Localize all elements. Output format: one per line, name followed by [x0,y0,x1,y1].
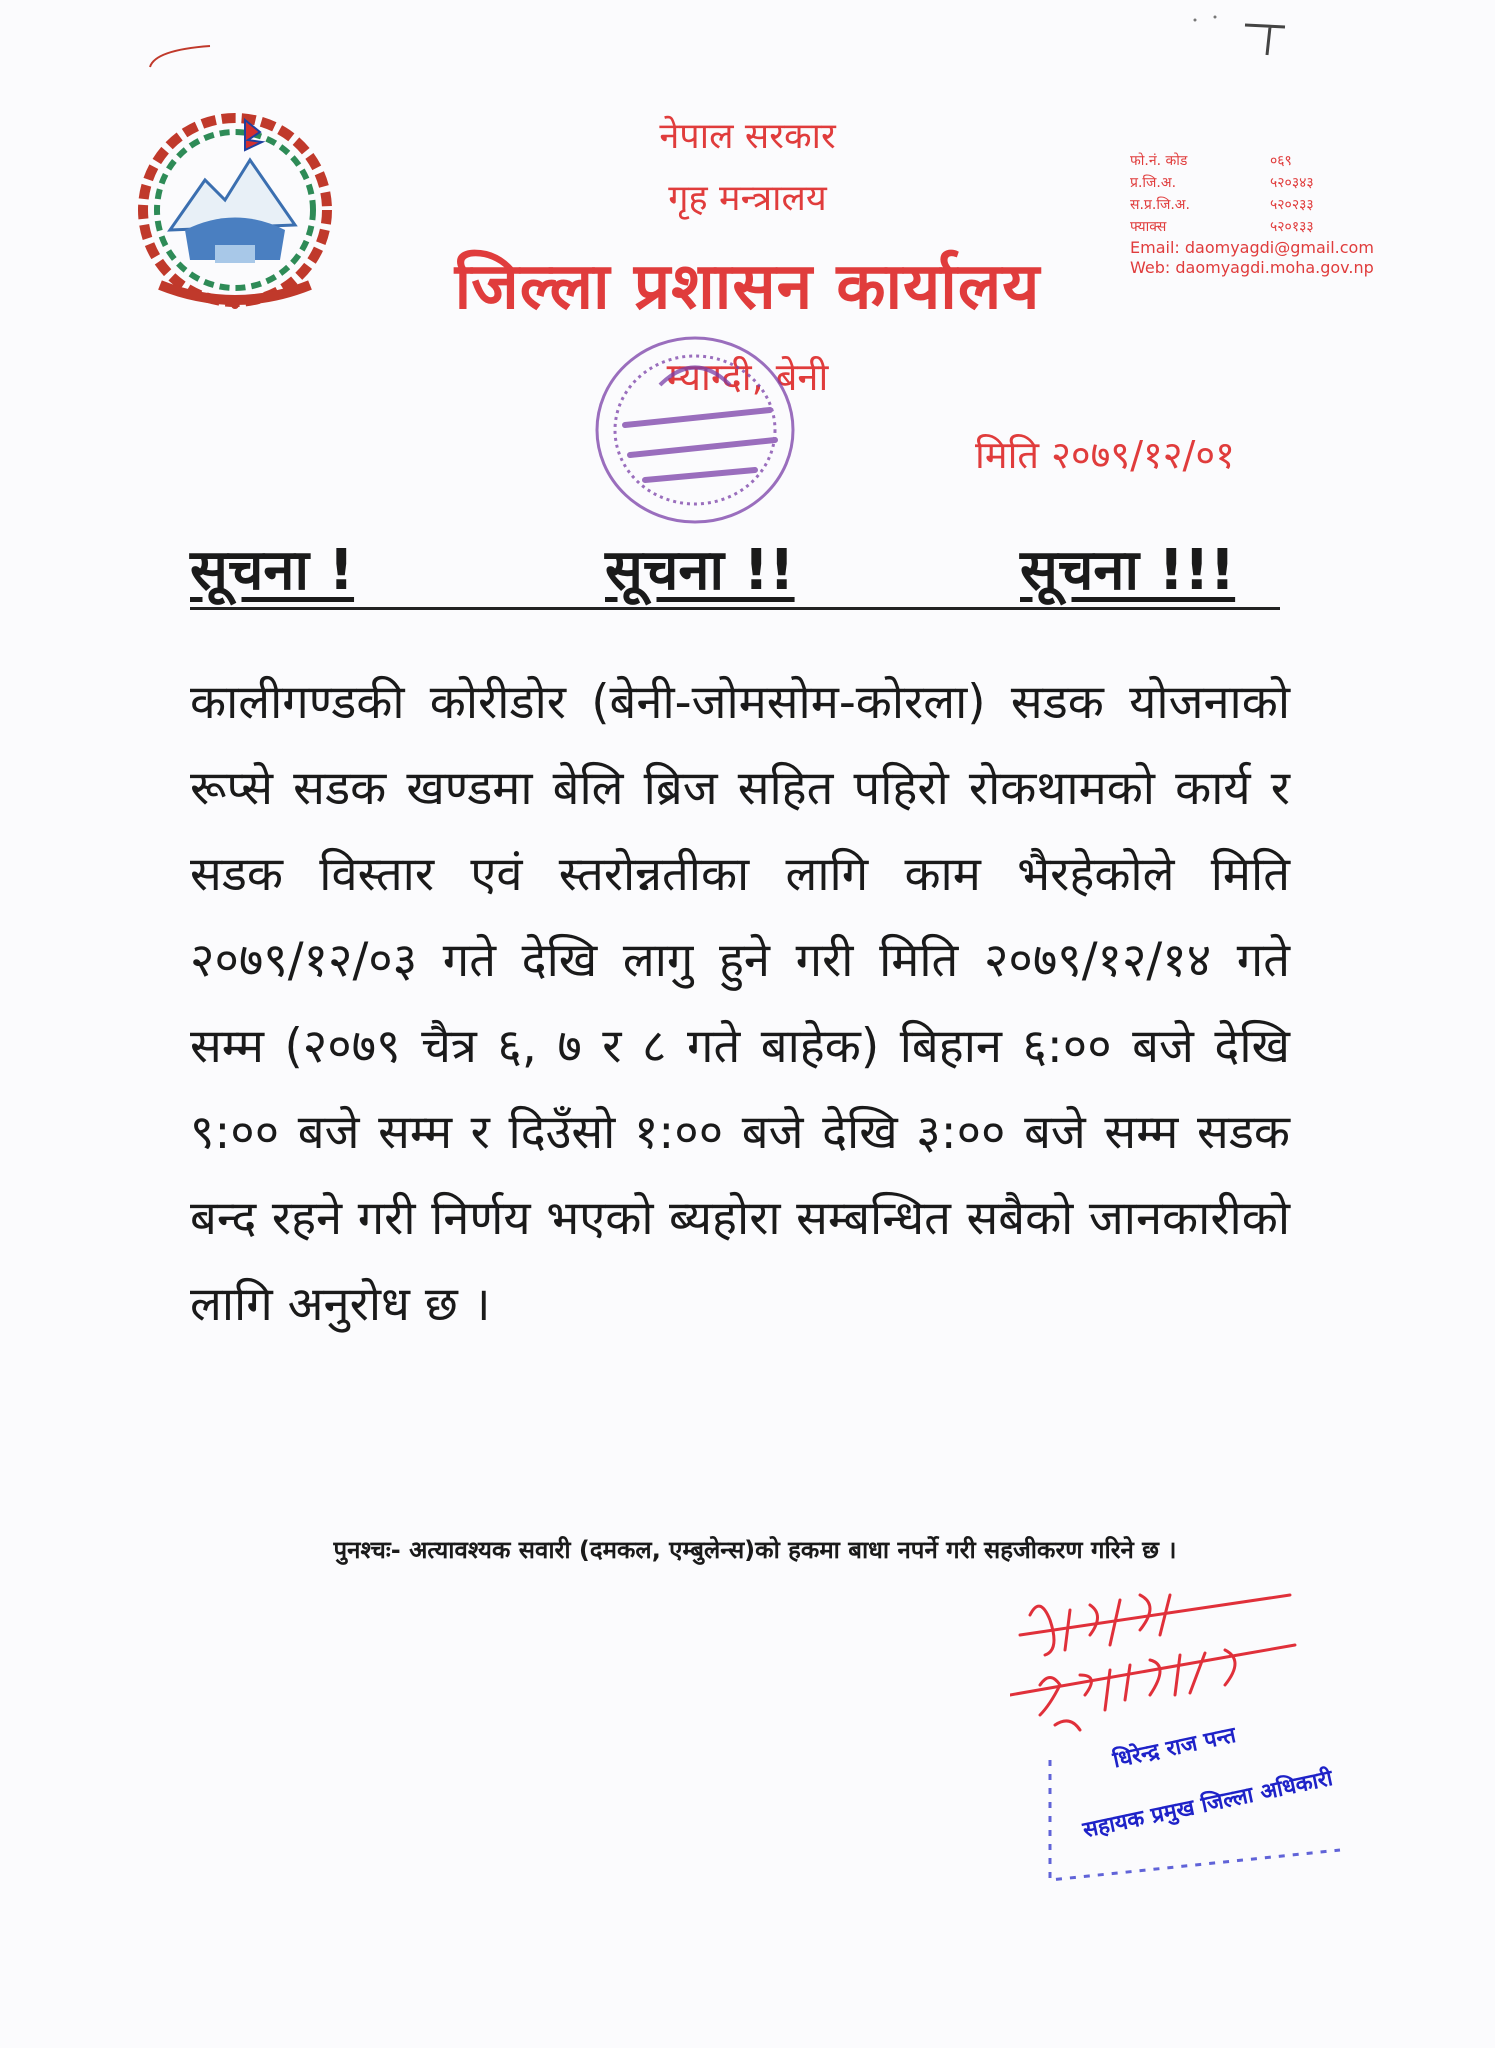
heading-divider [190,607,1280,610]
contact-block [1130,150,1430,278]
notice-heading-2: सूचना !! [605,538,795,603]
officer-name: धिरेन्द्र राज पन्त [1110,1722,1239,1774]
email-link[interactable]: Email: daomyagdi@gmail.com [1130,238,1374,257]
notice-body: कालीगण्डकी कोरीडोर (बेनी-जोमसोम-कोरला) सडक योजनाको रूप्से सडक खण्डमा बेलि ब्रिज सहित पहिरो रोकथामको कार्य र सडक विस्तार एवं स्तरोन्नतीका लागि काम भैरहेकोले मिति २०७९/१२/०३ गते देखि लागु हुने गरी मिति २०७९/१२/१४ गते सम्म (२०७९ चैत्र ६, ७ र ८ गते बाहेक) बिहान ६:०० बजे देखि ९:०० बजे सम्म र दिउँसो १:०० बजे देखि ३:०० बजे सम्म सडक बन्द रहने गरी निर्णय भएको ब्यहोरा सम्बन्धित सबैको जानकारीको लागि अनुरोध छ । [190,675,1290,1332]
cdo-label: प्र.जि.अ. [1130,175,1177,191]
notice-heading-3: सूचना !!! [1020,538,1236,603]
postscript: पुनश्चः- अत्यावश्यक सवारी (दमकल, एम्बुलेन्स)को हकमा बाधा नपर्ने गरी सहजीकरण गरिने छ । [333,1536,1177,1564]
office-name: जिल्ला प्रशासन कार्यालय [454,250,1041,324]
phone-code: ०६९ [1270,153,1292,169]
fax-number: ५२०१३३ [1270,219,1314,235]
government-name: नेपाल सरकार [659,116,836,157]
fax-label: फ्याक्स [1130,219,1167,235]
ministry-name: गृह मन्त्रालय [668,178,827,219]
website-link[interactable]: Web: daomyagdi.moha.gov.np [1130,258,1374,277]
office-seal-stamp-icon [590,330,800,530]
acdo-label: स.प्र.जि.अ. [1130,197,1190,213]
notice-headings [190,530,1290,610]
notice-heading-1: सूचना ! [190,538,355,603]
phone-code-label: फो.नं. कोड [1130,153,1188,169]
handwritten-signature-icon [1010,1575,1300,1745]
cdo-phone: ५२०३४३ [1270,175,1314,191]
corner-scan-marks [1175,5,1295,65]
acdo-phone: ५२०२३३ [1270,197,1314,213]
corner-pen-mark [145,42,215,72]
district-name: म्याग्दी, बेनी [666,355,829,399]
officer-title: सहायक प्रमुख जिल्ला अधिकारी [1080,1766,1335,1844]
notice-date: मिति २०७९/१२/०१ [975,433,1235,477]
